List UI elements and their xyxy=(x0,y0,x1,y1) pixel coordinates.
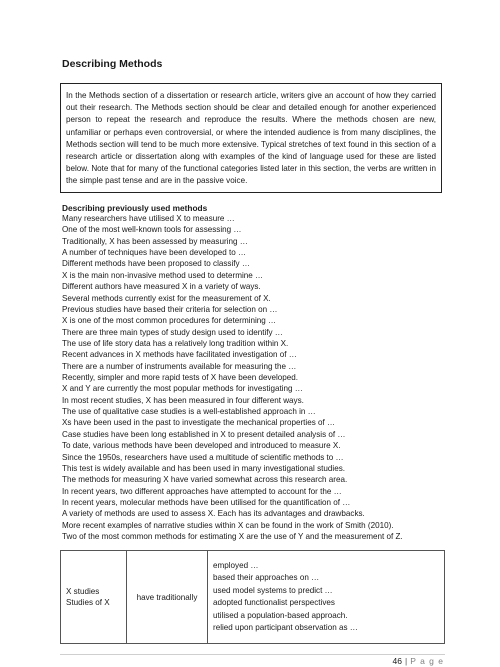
phrase-item: There are three main types of study design used to identify … xyxy=(62,327,283,337)
phrase-item: Many researchers have utilised X to measure … xyxy=(62,214,235,223)
example-table xyxy=(60,550,445,644)
phrase-item: To date, various methods have been developed and introduced to measure X. xyxy=(62,441,341,451)
phrase-item: The methods for measuring X have varied somewhat across this research area. xyxy=(62,475,348,485)
phrase-item: Previous studies have based their criteria for selection on … xyxy=(62,304,278,314)
phrase-item: Several methods currently exist for the measurement of X. xyxy=(62,293,271,303)
footer-divider xyxy=(60,654,445,655)
phrase-item: In recent years, molecular methods have been utilised for the quantification of … xyxy=(62,497,351,507)
phrase-item: A number of techniques have been developed to … xyxy=(62,248,247,258)
ending-option: relied upon participant observation as … xyxy=(213,623,358,632)
page-label: P a g e xyxy=(410,656,444,666)
phrase-item: X is one of the most common procedures for determining … xyxy=(62,316,277,326)
phrase-item: The use of qualitative case studies is a well-established approach in … xyxy=(62,407,316,417)
phrase-item: A variety of methods are used to assess X. Each has its advantages and drawbacks. xyxy=(62,509,365,519)
intro-box: In the Methods section of a dissertation or research article, writers give an account of how they carried out their research. The Methods section should be clear and detailed enough for another experienced person to repeat the research and reproduce the results. Where the methods chosen are new, unfamiliar or perhaps even controversial, or where the intended audience is from many disciplines, the Methods section will tend to be much more extensive. Typical stretches of text found in this section of a research article or dissertation along with examples of the kind of language used for these are listed below. Note that for many of the functional categories listed later in this section, the verbs are written in the simple past tense and are in the passive voice. xyxy=(60,83,442,193)
page-number: 46 xyxy=(392,656,402,666)
phrase-item: In recent years, two different approaches have attempted to account for the … xyxy=(62,486,342,496)
footer-separator: | xyxy=(404,656,408,666)
phrase-item: Recently, simpler and more rapid tests of X have been developed. xyxy=(62,373,299,383)
phrase-item: X is the main non-invasive method used to determine … xyxy=(62,270,264,280)
phrase-item: In most recent studies, X has been measured in four different ways. xyxy=(62,395,304,405)
phrase-item: One of the most well-known tools for assessing … xyxy=(62,225,242,235)
subject-cell xyxy=(61,551,127,644)
phrase-item: Traditionally, X has been assessed by measuring … xyxy=(62,236,248,246)
verb-cell: have traditionally xyxy=(127,551,208,644)
phrase-item: Since the 1950s, researchers have used a multitude of scientific methods to … xyxy=(62,452,344,462)
ending-option: utilised a population-based approach. xyxy=(213,610,348,620)
phrase-item: This test is widely available and has been used in many investigational studies. xyxy=(62,463,345,473)
ending-option: used model systems to predict … xyxy=(213,585,333,595)
phrase-item: Case studies have been long established in X to present detailed analysis of … xyxy=(62,429,346,439)
subject-option: Studies of X xyxy=(66,598,110,607)
phrase-item: Different authors have measured X in a variety of ways. xyxy=(62,282,261,292)
phrase-item: Two of the most common methods for estimating X are the use of Y and the measurement of Z. xyxy=(62,532,403,542)
section-title: Describing Methods xyxy=(62,58,163,70)
ending-option: based their approaches on … xyxy=(213,573,320,582)
ending-option: adopted functionalist perspectives xyxy=(213,598,335,607)
phrase-item: Xs have been used in the past to investigate the mechanical properties of … xyxy=(62,418,336,428)
phrase-item: X and Y are currently the most popular methods for investigating … xyxy=(62,384,303,394)
subject-option: X studies xyxy=(66,587,100,596)
ending-option: employed … xyxy=(213,560,259,570)
phrase-item: There are a number of instruments available for measuring the … xyxy=(62,361,297,371)
phrase-item: The use of life story data has a relatively long tradition within X. xyxy=(62,338,289,348)
phrase-list xyxy=(62,213,452,542)
page-footer xyxy=(393,656,444,666)
phrase-item: More recent examples of narrative studies within X can be found in the work of Smith (2010). xyxy=(62,520,394,530)
endings-cell xyxy=(208,551,445,644)
subsection-title: Describing previously used methods xyxy=(62,203,208,213)
phrase-item: Recent advances in X methods have facilitated investigation of … xyxy=(62,350,297,360)
table-row xyxy=(61,551,445,644)
phrase-item: Different methods have been proposed to classify … xyxy=(62,259,250,269)
